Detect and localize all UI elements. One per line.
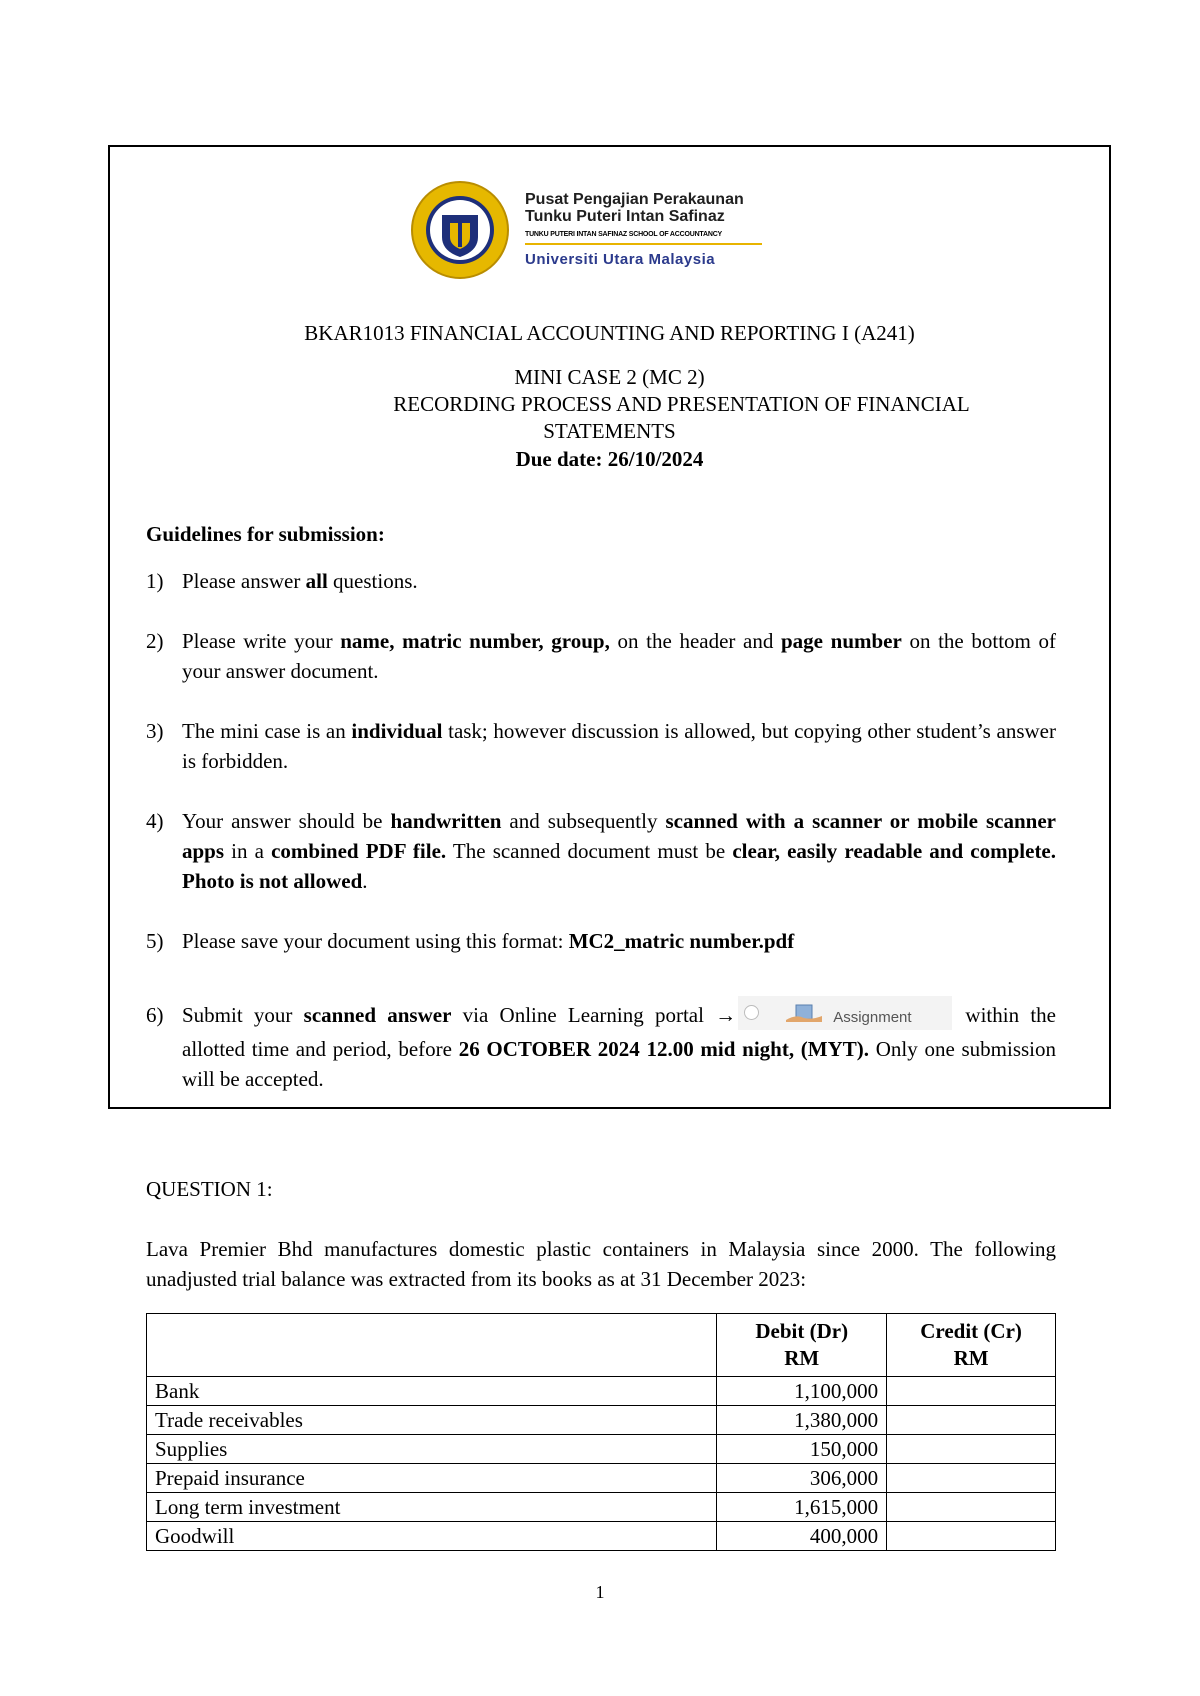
table-row — [147, 1435, 1056, 1464]
topic-line2: STATEMENTS — [543, 419, 676, 443]
item-bold: combined PDF file. — [271, 839, 447, 863]
item-text: . — [362, 869, 368, 893]
course-title: BKAR1013 FINANCIAL ACCOUNTING AND REPORTING I (A241) — [304, 321, 915, 345]
topic-line1: RECORDING PROCESS AND PRESENTATION OF FINANCIAL — [393, 392, 970, 416]
uum-logo — [410, 175, 780, 285]
table-row — [147, 1493, 1056, 1522]
logo-line3: TUNKU PUTERI INTAN SAFINAZ SCHOOL OF ACCOUNTANCY — [525, 231, 723, 238]
item-text: Please answer — [182, 569, 306, 593]
account-cell: Trade receivables — [147, 1406, 717, 1435]
item-text: questions. — [327, 569, 418, 593]
table-header-row — [147, 1314, 1056, 1377]
assignment-hand-icon — [784, 1004, 824, 1026]
item-number: 5) — [146, 929, 164, 953]
item-text: Please save your document using this format: — [182, 929, 569, 953]
item-number: 6) — [146, 1003, 164, 1027]
item-text: via Online Learning portal → — [451, 1003, 737, 1027]
item-text: Only one submission will be accepted. — [182, 1037, 1056, 1092]
debit-cell: 1,380,000 — [717, 1406, 887, 1435]
item-number: 4) — [146, 809, 164, 833]
debit-cell: 150,000 — [717, 1435, 887, 1464]
item-text: Submit your — [182, 1003, 304, 1027]
debit-header — [717, 1314, 887, 1377]
item-text: Please write your — [182, 629, 341, 653]
debit-header-unit: RM — [784, 1346, 820, 1370]
logo-divider — [525, 243, 762, 245]
item-text: The scanned document must be — [446, 839, 733, 863]
table-row — [147, 1522, 1056, 1551]
item-number: 3) — [146, 719, 164, 743]
item-text: Your answer should be — [182, 809, 391, 833]
logo-line4: Universiti Utara Malaysia — [525, 251, 716, 268]
item-bold: handwritten — [390, 809, 502, 833]
item-bold: 26 OCTOBER 2024 12.00 mid night, (MYT). — [458, 1037, 870, 1062]
item-text: The mini case is an — [182, 719, 352, 743]
credit-header — [887, 1314, 1056, 1377]
item-bold: clear, easily readable and complete. Photo is not allowed — [182, 839, 1057, 893]
item-bold: MC2_matric number.pdf — [568, 929, 795, 953]
page-number: 1 — [595, 1582, 605, 1602]
debit-header-label: Debit (Dr) — [755, 1319, 849, 1343]
case-title: MINI CASE 2 (MC 2) — [514, 365, 705, 389]
assignment-label: Assignment — [833, 1009, 912, 1027]
item-bold: scanned answer — [303, 1003, 452, 1027]
radio-icon — [744, 1005, 759, 1020]
due-date: Due date: 26/10/2024 — [515, 447, 704, 471]
account-cell: Prepaid insurance — [147, 1464, 717, 1493]
credit-cell — [887, 1493, 1056, 1522]
credit-cell — [887, 1464, 1056, 1493]
debit-cell: 1,100,000 — [717, 1377, 887, 1406]
debit-cell: 400,000 — [717, 1522, 887, 1551]
trial-balance-table — [146, 1313, 1056, 1551]
item-text: on the header and — [609, 629, 781, 653]
logo-line2: Tunku Puteri Intan Safinaz — [525, 208, 725, 225]
item-text: in a — [224, 839, 272, 863]
debit-cell: 1,615,000 — [717, 1493, 887, 1522]
question-text: Lava Premier Bhd manufactures domestic plastic containers in Malaysia since 2000. The following unadjusted trial balance was extracted from its books as at 31 December 2023: — [146, 1237, 1056, 1291]
item-bold: name, matric number, group, — [340, 629, 610, 653]
item-text: task; however discussion is allowed, but copying other student’s answer is forbidden. — [182, 719, 1056, 773]
item-text: on the bottom of your answer document. — [182, 629, 1057, 683]
item-number: 2) — [146, 629, 164, 653]
item-text: and subsequently — [501, 809, 666, 833]
table-row — [147, 1377, 1056, 1406]
logo-line1: Pusat Pengajian Perakaunan — [525, 191, 744, 208]
assignment-button-image — [738, 996, 952, 1030]
guidelines-title: Guidelines for submission: — [146, 522, 385, 546]
guideline-item-1 — [146, 566, 1056, 596]
item-number: 1) — [146, 569, 164, 593]
guideline-item-5 — [146, 926, 1056, 956]
question-title: QUESTION 1: — [146, 1177, 273, 1201]
item-bold: individual — [351, 719, 443, 743]
credit-cell — [887, 1406, 1056, 1435]
guideline-item-4 — [146, 806, 1056, 896]
guideline-item-3 — [146, 716, 1056, 776]
account-cell: Bank — [147, 1377, 717, 1406]
table-row — [147, 1464, 1056, 1493]
item-bold: all — [305, 569, 328, 593]
credit-header-label: Credit (Cr) — [920, 1319, 1022, 1343]
credit-cell — [887, 1435, 1056, 1464]
account-cell: Long term investment — [147, 1493, 717, 1522]
item-bold: page number — [781, 629, 902, 653]
account-cell: Supplies — [147, 1435, 717, 1464]
credit-header-unit: RM — [953, 1346, 989, 1370]
guideline-item-2 — [146, 626, 1056, 686]
credit-cell — [887, 1377, 1056, 1406]
uum-seal-icon — [410, 175, 510, 285]
account-header — [147, 1314, 717, 1377]
item-bold: scanned with a scanner or mobile scanner apps — [182, 809, 1056, 863]
account-cell: Goodwill — [147, 1522, 717, 1551]
table-row — [147, 1406, 1056, 1435]
item-text: within the allotted time and period, before — [182, 1003, 1056, 1062]
credit-cell — [887, 1522, 1056, 1551]
debit-cell: 306,000 — [717, 1464, 887, 1493]
guideline-item-6 — [146, 1000, 1056, 1094]
